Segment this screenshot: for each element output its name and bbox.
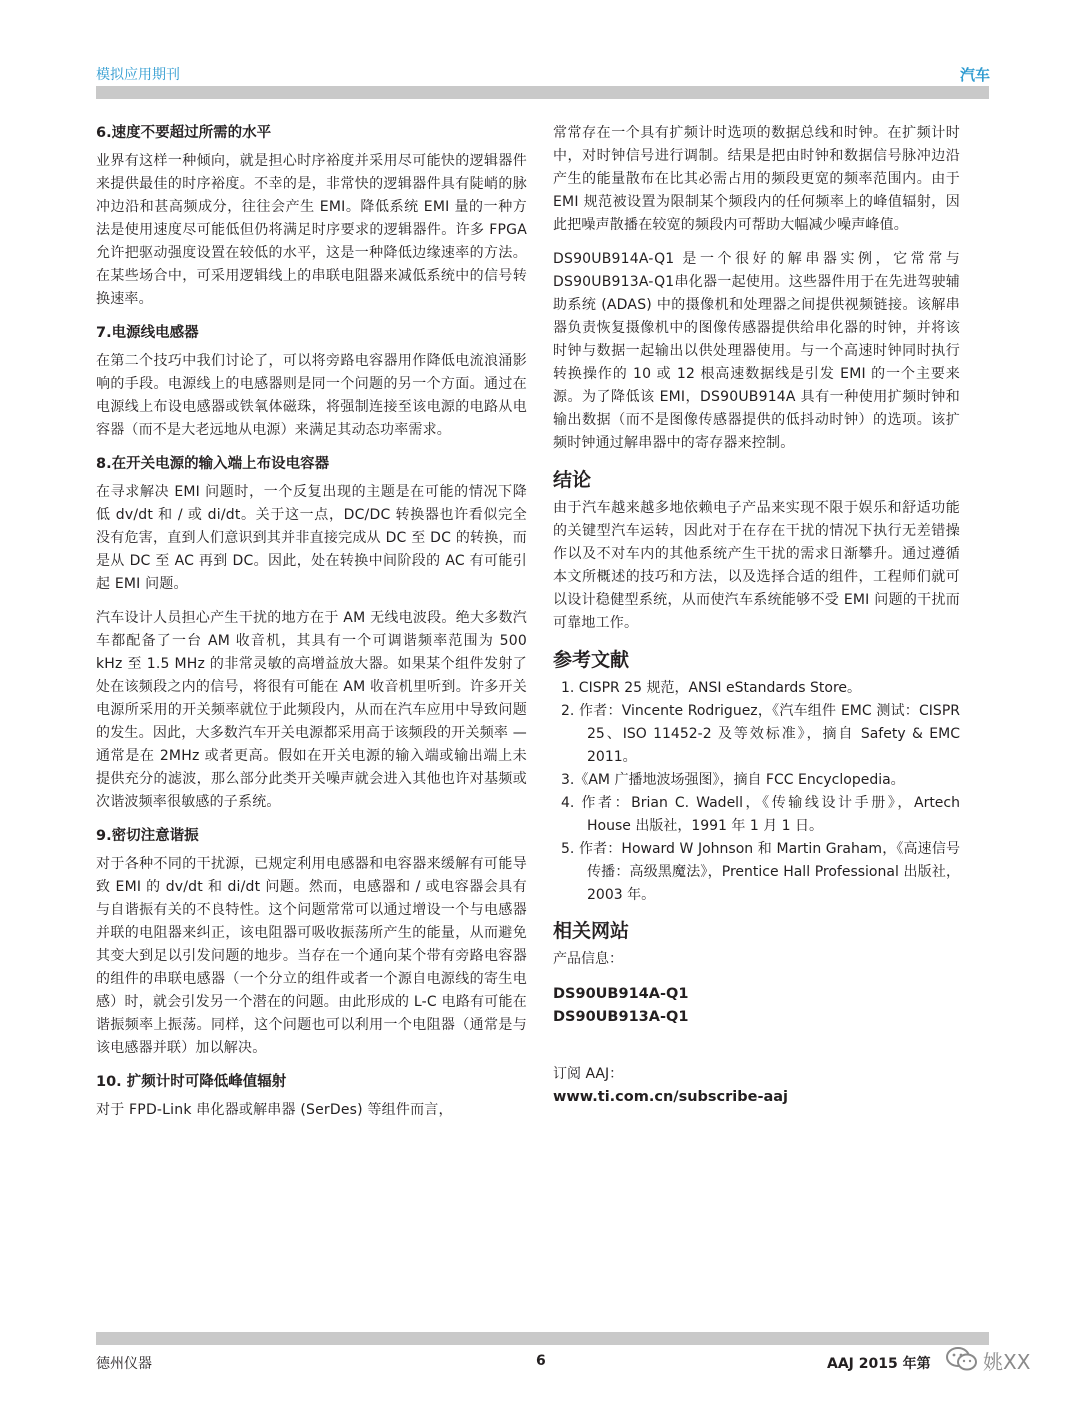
heading-spread-spectrum: 10. 扩频计时可降低峰值辐射 (96, 1074, 287, 1090)
related-sites-heading: 相关网站 (553, 920, 630, 942)
reference-item: 1. CISPR 25 规范，ANSI eStandards Store。 (561, 680, 862, 696)
paragraph: 汽车设计人员担心产生干扰的地方在于 AM 无线电波段。绝大多数汽车都配备了一台 AM 收音机，其具有一个可调谐频率范围为 500 kHz 至 1.5 MHz 的非常灵敏的高增益放大器。如果某个组件发射了处在该频段之内的信号，将很有可能在 AM 收音机里听到。许多开关电源所采用的开关频率就位于此频段内，从而在汽车应用中导致问题的发生。因此，大多数汽车开关电源都采用高于该频段的开关频率 — 通常是在 2MHz 或者更高。假如在开关电源的输入端或输出端上未提供充分的滤波，那么部分此类开关噪声就会进入其他也许对基频或次谐波频率很敏感的子系统。 (96, 610, 527, 810)
conclusion-heading: 结论 (553, 469, 592, 491)
paragraph: 对于 FPD-Link 串化器或解串器 (SerDes) 等组件而言， (96, 1102, 453, 1118)
watermark-text: 姚XX (983, 1350, 1031, 1374)
references-list (553, 677, 960, 907)
section-tag: 汽车 (959, 66, 990, 84)
footer-publisher: 德州仪器 (96, 1356, 152, 1372)
product-info-label: 产品信息： (553, 951, 623, 967)
footer-rule (96, 1332, 989, 1345)
reference-item: 2. 作者：Vincente Rodriguez，《汽车组件 EMC 测试：CISPR 25、ISO 11452-2 及等效标准》，摘自 Safety & EMC 2011。 (561, 703, 960, 765)
references-heading: 参考文献 (553, 649, 630, 671)
heading-resonance: 9.密切注意谐振 (96, 828, 199, 844)
subscribe-link[interactable]: www.ti.com.cn/subscribe-aaj (553, 1089, 789, 1105)
heading-speed: 6.速度不要超过所需的水平 (96, 125, 272, 141)
page-number: 6 (536, 1353, 546, 1369)
product-link-913a[interactable]: DS90UB913A-Q1 (553, 1009, 689, 1025)
paragraph: 在寻求解决 EMI 问题时，一个反复出现的主题是在可能的情况下降低 dv/dt 和 / 或 di/dt。关于这一点，DC/DC 转换器也许看似完全没有危害，直到人们意识到其并非直接完成从 DC 至 DC 的转换，而是从 DC 至 AC 再到 DC。因此，处在转换中间阶段的 AC 有可能引起 EMI 问题。 (96, 484, 527, 592)
reference-item: 5. 作者：Howard W Johnson 和 Martin Graham，《高速信号传播：高级黑魔法》，Prentice Hall Professional 出版社，2003 年。 (561, 841, 960, 903)
left-column (96, 122, 527, 1133)
wechat-logo-icon (945, 1346, 979, 1372)
reference-item: 4. 作者：Brian C. Wadell，《传输线设计手册》，Artech House 出版社，1991 年 1 月 1 日。 (561, 795, 960, 834)
heading-inductor: 7.电源线电感器 (96, 325, 199, 341)
conclusion-paragraph: 由于汽车越来越多地依赖电子产品来实现不限于娱乐和舒适功能的关键型汽车运转，因此对于在存在干扰的情况下执行无差错操作以及不对车内的其他系统产生干扰的需求日渐攀升。通过遵循本文所概述的技巧和方法，以及选择合适的组件，工程师们就可以设计稳健型系统，从而使汽车系统能够不受 EMI 问题的干扰而可靠地工作。 (553, 500, 960, 631)
product-link-914a[interactable]: DS90UB914A-Q1 (553, 986, 689, 1002)
paragraph: 常常存在一个具有扩频计时选项的数据总线和时钟。在扩频计时中，对时钟信号进行调制。结果是把由时钟和数据信号脉冲边沿产生的能量散布在比其必需占用的频段更宽的频率范围内。由于 EMI 规范被设置为限制某个频段内的任何频率上的峰值辐射，因此把噪声散播在较宽的频段内可帮助大幅减少噪声峰值。 (553, 125, 960, 233)
footer-issue: AAJ 2015 年第 (827, 1356, 931, 1372)
header-rule (96, 86, 989, 99)
heading-capacitor: 8.在开关电源的输入端上布设电容器 (96, 456, 330, 472)
journal-title: 模拟应用期刊 (96, 67, 180, 83)
paragraph: 对于各种不同的干扰源，已规定利用电感器和电容器来缓解有可能导致 EMI 的 dv/dt 和 di/dt 问题。然而，电感器和 / 或电容器会具有与自谐振有关的不良特性。这个问题常常可以通过增设一个与电感器并联的电阻器来纠正，该电阻器可吸收振荡所产生的能量，从而避免其变大到足以引发问题的地步。当存在一个通向某个带有旁路电容器的组件的串联电感器（一个分立的组件或者一个源自电源线的寄生电感）时，就会引发另一个潜在的问题。由此形成的 L-C 电路有可能在谐振频率上振荡。同样，这个问题也可以利用一个电阻器（通常是与该电感器并联）加以解决。 (96, 856, 527, 1056)
paragraph: 在第二个技巧中我们讨论了，可以将旁路电容器用作降低电流浪涌影响的手段。电源线上的电感器则是同一个问题的另一个方面。通过在电源线上布设电感器或铁氧体磁珠，将强制连接至该电源的电路从电容器（而不是大老远地从电源）来满足其动态功率需求。 (96, 353, 527, 438)
right-column (553, 122, 960, 1109)
paragraph: 业界有这样一种倾向，就是担心时序裕度并采用尽可能快的逻辑器件来提供最佳的时序裕度。不幸的是，非常快的逻辑器件具有陡峭的脉冲边沿和甚高频成分，往往会产生 EMI。降低系统 EMI 量的一种方法是使用速度尽可能低但仍将满足时序要求的逻辑器件。许多 FPGA 允许把驱动强度设置在较低的水平，这是一种降低边缘速率的方法。在某些场合中，可采用逻辑线上的串联电阻器来减低系统中的信号转换速率。 (96, 153, 527, 307)
subscribe-label: 订阅 AAJ： (553, 1066, 624, 1082)
reference-item: 3.《AM 广播地波场强图》，摘自 FCC Encyclopedia。 (561, 772, 905, 788)
paragraph: DS90UB914A-Q1 是一个很好的解串器实例，它常常与 DS90UB913A-Q1串化器一起使用。这些器件用于在先进驾驶辅助系统 (ADAS) 中的摄像机和处理器之间提供视频链接。该解串器负责恢复摄像机中的图像传感器提供给串化器的时钟，并将该时钟与数据一起输出以供处理器使用。与一个高速时钟同时执行转换操作的 10 或 12 根高速数据线是引发 EMI 的一个主要来源。为了降低该 EMI，DS90UB914A 具有一种使用扩频时钟和输出数据（而不是图像传感器提供的低抖动时钟）的选项。该扩频时钟通过解串器中的寄存器来控制。 (553, 251, 960, 451)
wechat-watermark (945, 1344, 1055, 1374)
